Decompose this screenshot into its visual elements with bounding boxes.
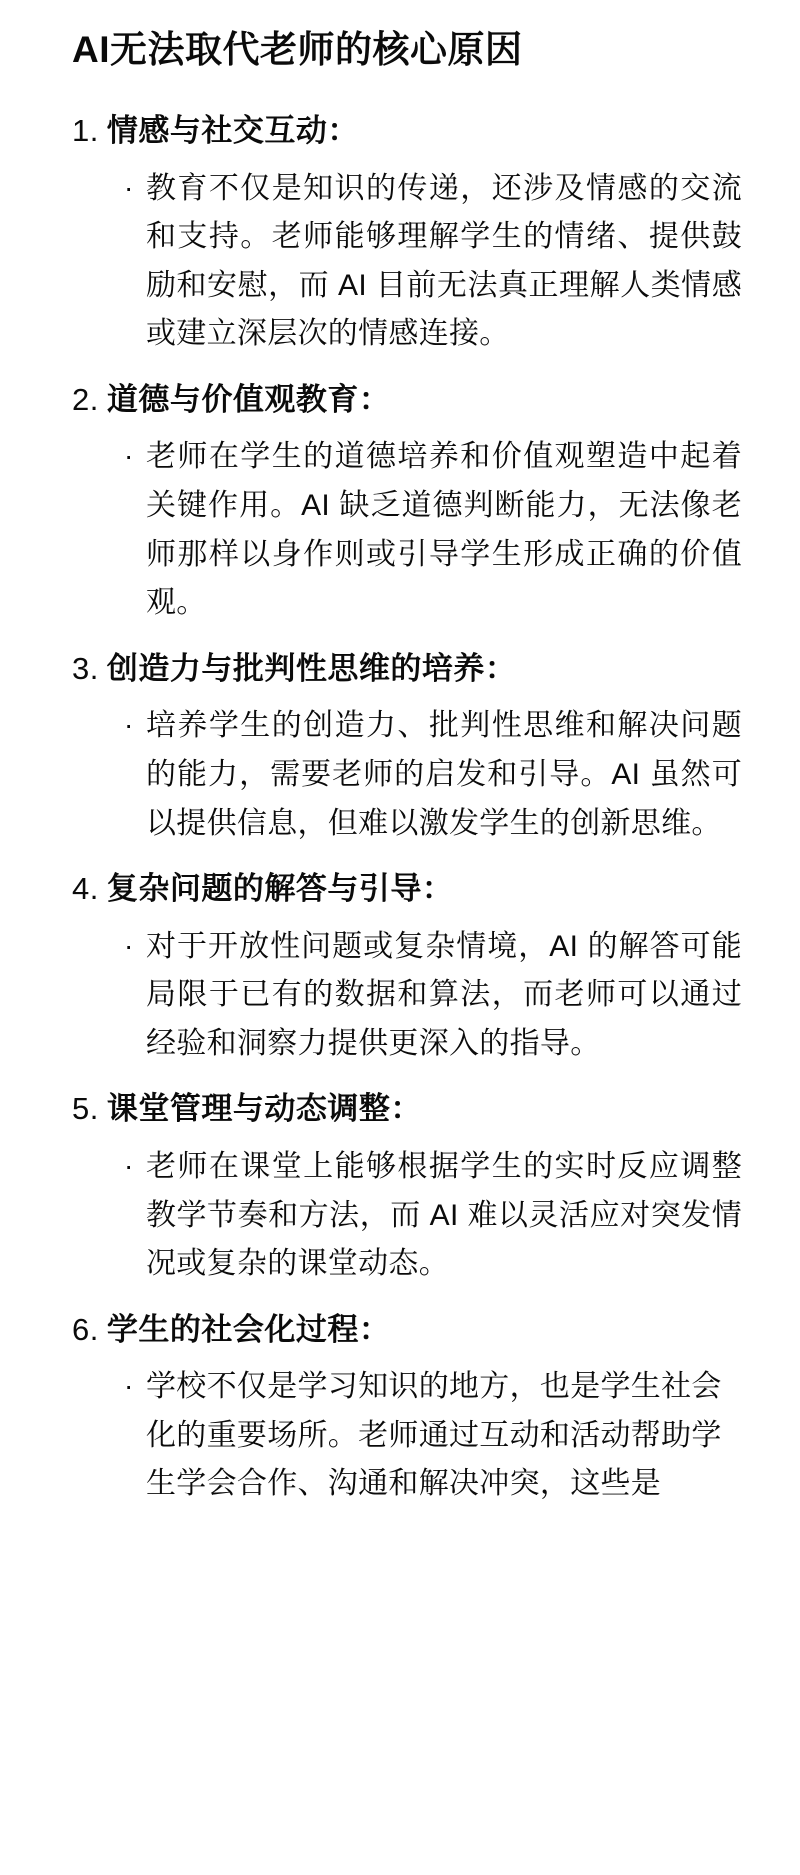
list-item-heading [54, 646, 746, 693]
list-item-sub [54, 1143, 746, 1289]
list-item-heading [54, 377, 746, 424]
list-item-body: 学校不仅是学习知识的地方，也是学生社会化的重要场所。老师通过互动和活动帮助学生学会合作、沟通和解决冲突，这些是 [146, 1370, 722, 1501]
list-item [54, 646, 746, 848]
list-item-heading [54, 108, 746, 155]
list-item-title: 复杂问题的解答与引导： [106, 871, 454, 907]
bullet-icon: · [124, 171, 134, 203]
list-item-number: 2. [72, 381, 99, 417]
bullet-icon: · [124, 929, 134, 961]
list-item-title: 学生的社会化过程： [106, 1311, 391, 1347]
list-item-title: 课堂管理与动态调整： [106, 1091, 422, 1127]
list-item-number: 4. [72, 871, 99, 907]
list-item-sub [54, 702, 746, 848]
list-item-number: 5. [72, 1091, 99, 1127]
list-item-sub [54, 1363, 746, 1509]
bullet-icon: · [124, 1370, 134, 1402]
list-item-body: 老师在课堂上能够根据学生的实时反应调整教学节奏和方法，而 AI 难以灵活应对突发情况或复杂的课堂动态。 [146, 1149, 742, 1281]
list-item-sub [54, 433, 746, 627]
bullet-icon: · [124, 440, 134, 472]
list-item [54, 866, 746, 1068]
list-item-body: 教育不仅是知识的传递，还涉及情感的交流和支持。老师能够理解学生的情绪、提供鼓励和安慰，而 AI 目前无法真正理解人类情感或建立深层次的情感连接。 [146, 171, 742, 351]
list-item-number: 1. [72, 113, 99, 149]
list-item-body: 老师在学生的道德培养和价值观塑造中起着关键作用。AI 缺乏道德判断能力，无法像老师那样以身作则或引导学生形成正确的价值观。 [146, 440, 742, 620]
list-item-heading [54, 1086, 746, 1133]
list-item [54, 1086, 746, 1288]
list-item-heading [54, 1307, 746, 1354]
list-item-sub [54, 165, 746, 359]
list-item-title: 创造力与批判性思维的培养： [106, 650, 517, 686]
list-item [54, 1307, 746, 1509]
list-item-title: 道德与价值观教育： [106, 381, 391, 417]
list-item-sub [54, 923, 746, 1069]
list-item-title: 情感与社交互动： [106, 113, 359, 149]
list-item [54, 377, 746, 628]
list-item-body: 培养学生的创造力、批判性思维和解决问题的能力，需要老师的启发和引导。AI 虽然可以提供信息，但难以激发学生的创新思维。 [146, 709, 742, 840]
bullet-icon: · [124, 1149, 134, 1181]
list-item-body: 对于开放性问题或复杂情境，AI 的解答可能局限于已有的数据和算法，而老师可以通过经验和洞察力提供更深入的指导。 [146, 929, 742, 1060]
list-item-number: 3. [72, 650, 99, 686]
page-title: AI无法取代老师的核心原因 [72, 29, 523, 70]
list-item [54, 108, 746, 359]
bullet-icon: · [124, 709, 134, 741]
list-item-number: 6. [72, 1311, 99, 1347]
reasons-list [54, 108, 746, 1509]
list-item-heading [54, 866, 746, 913]
